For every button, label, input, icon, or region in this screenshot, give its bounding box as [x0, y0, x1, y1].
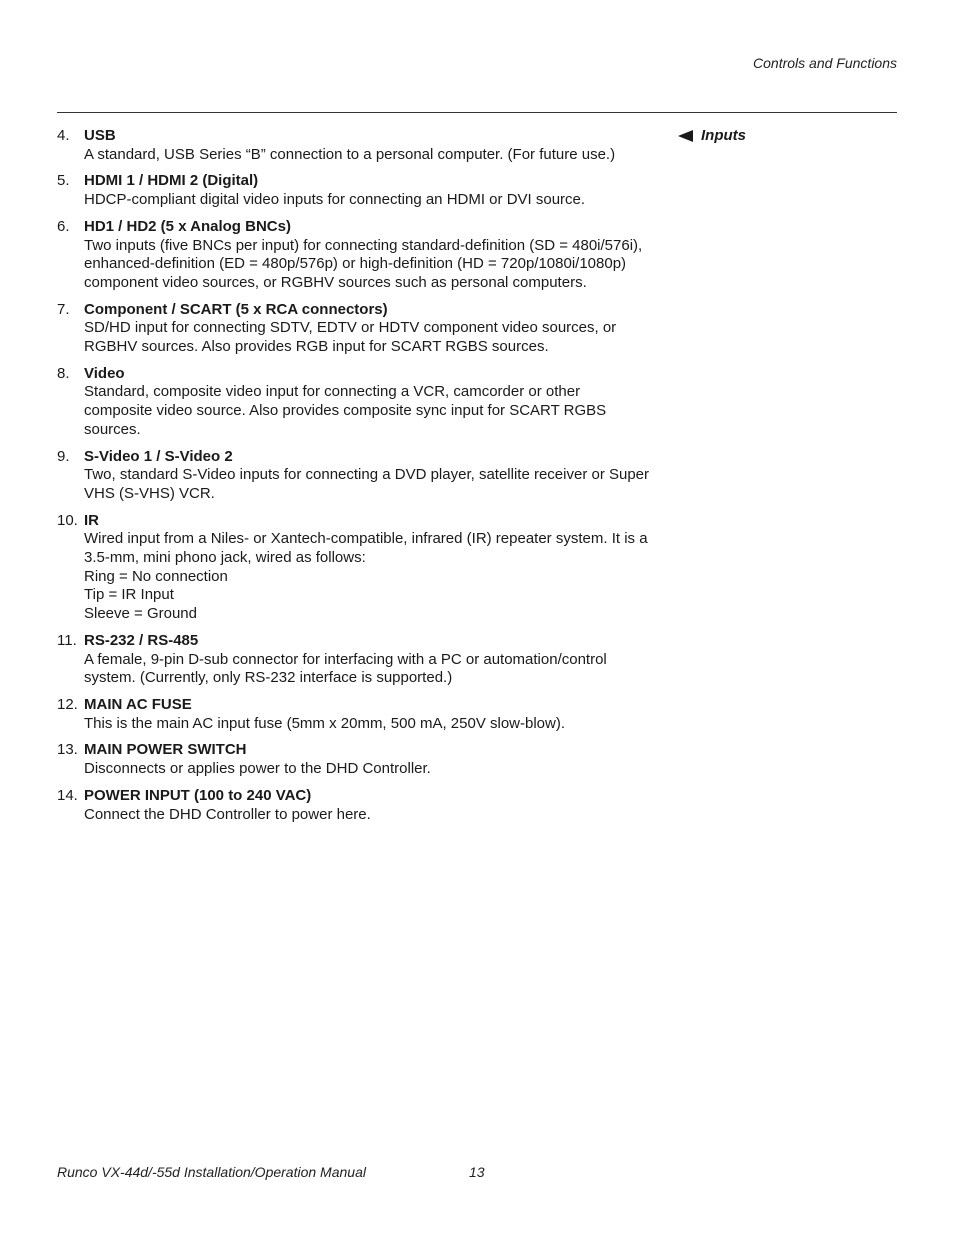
running-header-title: Controls and Functions [753, 55, 897, 71]
list-item [57, 365, 657, 440]
item-number: 8. [57, 364, 70, 382]
item-description-line: Standard, composite video input for connecting a VCR, camcorder or other [84, 383, 581, 401]
item-number: 9. [57, 447, 70, 465]
item-number: 13. [57, 741, 78, 759]
item-description-line: A standard, USB Series “B” connection to a personal computer. (For future use.) [84, 145, 616, 163]
footer-page-number: 13 [469, 1164, 485, 1180]
item-number: 7. [57, 300, 70, 318]
item-description-line: Two, standard S-Video inputs for connecting a DVD player, satellite receiver or Super [84, 466, 650, 484]
item-title: RS-232 / RS-485 [84, 631, 199, 649]
item-number: 4. [57, 127, 70, 144]
list-item [57, 448, 657, 504]
side-heading-label: Inputs [701, 127, 746, 144]
item-description-line: Wired input from a Niles- or Xantech-compatible, infrared (IR) repeater system. It is a [84, 530, 648, 548]
item-description-line: 3.5-mm, mini phono jack, wired as follows: [84, 549, 366, 567]
item-title: HD1 / HD2 (5 x Analog BNCs) [84, 217, 291, 235]
left-arrow-icon [678, 130, 693, 142]
item-description-line: Two inputs (five BNCs per input) for connecting standard-definition (SD = 480i/576i), [84, 236, 643, 254]
item-description-line: composite video source. Also provides composite sync input for SCART RGBS [84, 402, 607, 420]
item-description-line: VHS (S-VHS) VCR. [84, 484, 215, 502]
item-title: Video [84, 364, 125, 382]
item-number: 5. [57, 172, 70, 190]
item-description-line: component video sources, or RGBHV sources such as personal computers. [84, 273, 587, 291]
list-item [57, 787, 657, 824]
item-description-line: Disconnects or applies power to the DHD Controller. [84, 760, 431, 778]
item-description-line: Ring = No connection [84, 567, 228, 585]
item-title: IR [84, 511, 99, 529]
numbered-item-list [57, 127, 657, 832]
item-description-line: This is the main AC input fuse (5mm x 20mm, 500 mA, 250V slow-blow). [84, 714, 566, 732]
header-divider [57, 112, 897, 113]
list-item [57, 172, 657, 209]
item-number: 12. [57, 695, 78, 713]
item-description-line: Tip = IR Input [84, 586, 174, 604]
item-description-line: HDCP-compliant digital video inputs for connecting an HDMI or DVI source. [84, 191, 586, 209]
item-number: 10. [57, 511, 78, 529]
item-description-line: RGBHV sources. Also provides RGB input for SCART RGBS sources. [84, 338, 549, 356]
item-description-line: Connect the DHD Controller to power here. [84, 805, 371, 823]
list-item [57, 696, 657, 733]
item-description-line: sources. [84, 420, 141, 438]
list-item [57, 301, 657, 357]
item-title: MAIN POWER SWITCH [84, 741, 247, 759]
item-description-line: A female, 9-pin D-sub connector for interfacing with a PC or automation/control [84, 650, 607, 668]
item-description-line: system. (Currently, only RS-232 interface is supported.) [84, 669, 453, 687]
item-title: Component / SCART (5 x RCA connectors) [84, 300, 388, 318]
item-number: 14. [57, 786, 78, 804]
side-heading [678, 127, 746, 144]
item-number: 6. [57, 217, 70, 235]
item-title: POWER INPUT (100 to 240 VAC) [84, 786, 312, 804]
item-description-line: enhanced-definition (ED = 480p/576p) or high-definition (HD = 720p/1080i/1080p) [84, 255, 627, 273]
item-title: MAIN AC FUSE [84, 695, 192, 713]
list-item [57, 741, 657, 778]
item-number: 11. [57, 631, 77, 649]
item-title: S-Video 1 / S-Video 2 [84, 447, 233, 465]
item-title: HDMI 1 / HDMI 2 (Digital) [84, 172, 259, 190]
list-item [57, 512, 657, 624]
item-description-line: SD/HD input for connecting SDTV, EDTV or HDTV component video sources, or [84, 319, 617, 337]
item-description-line: Sleeve = Ground [84, 605, 197, 623]
footer-manual-title: Runco VX-44d/-55d Installation/Operation Manual [57, 1164, 366, 1180]
list-item [57, 218, 657, 293]
item-title: USB [84, 127, 116, 144]
list-item [57, 127, 657, 164]
list-item [57, 632, 657, 688]
